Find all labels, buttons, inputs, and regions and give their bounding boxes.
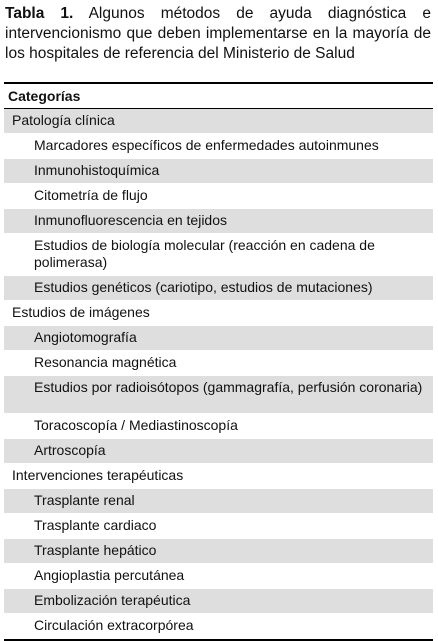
- categories-table: [4, 82, 433, 641]
- table-row: Marcadores específicos de enfermedades autoinmunes: [4, 134, 433, 159]
- table-row: Embolización terapéutica: [4, 589, 433, 614]
- table-row: Resonancia magnética: [4, 351, 433, 376]
- table-row: Toracoscopía / Mediastinoscopía: [4, 414, 433, 439]
- table-row: Circulación extracorpórea: [4, 614, 433, 639]
- table-row: Angioplastia percutánea: [4, 564, 433, 589]
- table-row: Artroscopía: [4, 439, 433, 464]
- table-row: Inmunofluorescencia en tejidos: [4, 209, 433, 234]
- caption-text: Algunos métodos de ayuda diagnóstica e intervencionismo que deben implementarse en la mayoría de los hospitales de referencia del Ministerio de Salud: [5, 5, 431, 62]
- section-row: Estudios de imágenes: [4, 301, 433, 326]
- caption-label: Tabla 1.: [5, 5, 74, 22]
- table-row: Inmunohistoquímica: [4, 159, 433, 184]
- table-row: Citometría de flujo: [4, 184, 433, 209]
- table-row: Trasplante cardiaco: [4, 514, 433, 539]
- table-row: Angiotomografía: [4, 326, 433, 351]
- table-row: Estudios por radioisótopos (gammagrafía, perfusión coronaria): [4, 376, 433, 414]
- table-header: Categorías: [4, 84, 433, 109]
- table-row: Estudios genéticos (cariotipo, estudios de mutaciones): [4, 276, 433, 301]
- section-row: Intervenciones terapéuticas: [4, 464, 433, 489]
- table-caption: [5, 4, 431, 64]
- table-row: Trasplante hepático: [4, 539, 433, 564]
- table-body: [4, 109, 433, 639]
- table-row: Estudios de biología molecular (reacción en cadena de polimerasa): [4, 234, 433, 276]
- section-row: Patología clínica: [4, 109, 433, 134]
- table-row: Trasplante renal: [4, 489, 433, 514]
